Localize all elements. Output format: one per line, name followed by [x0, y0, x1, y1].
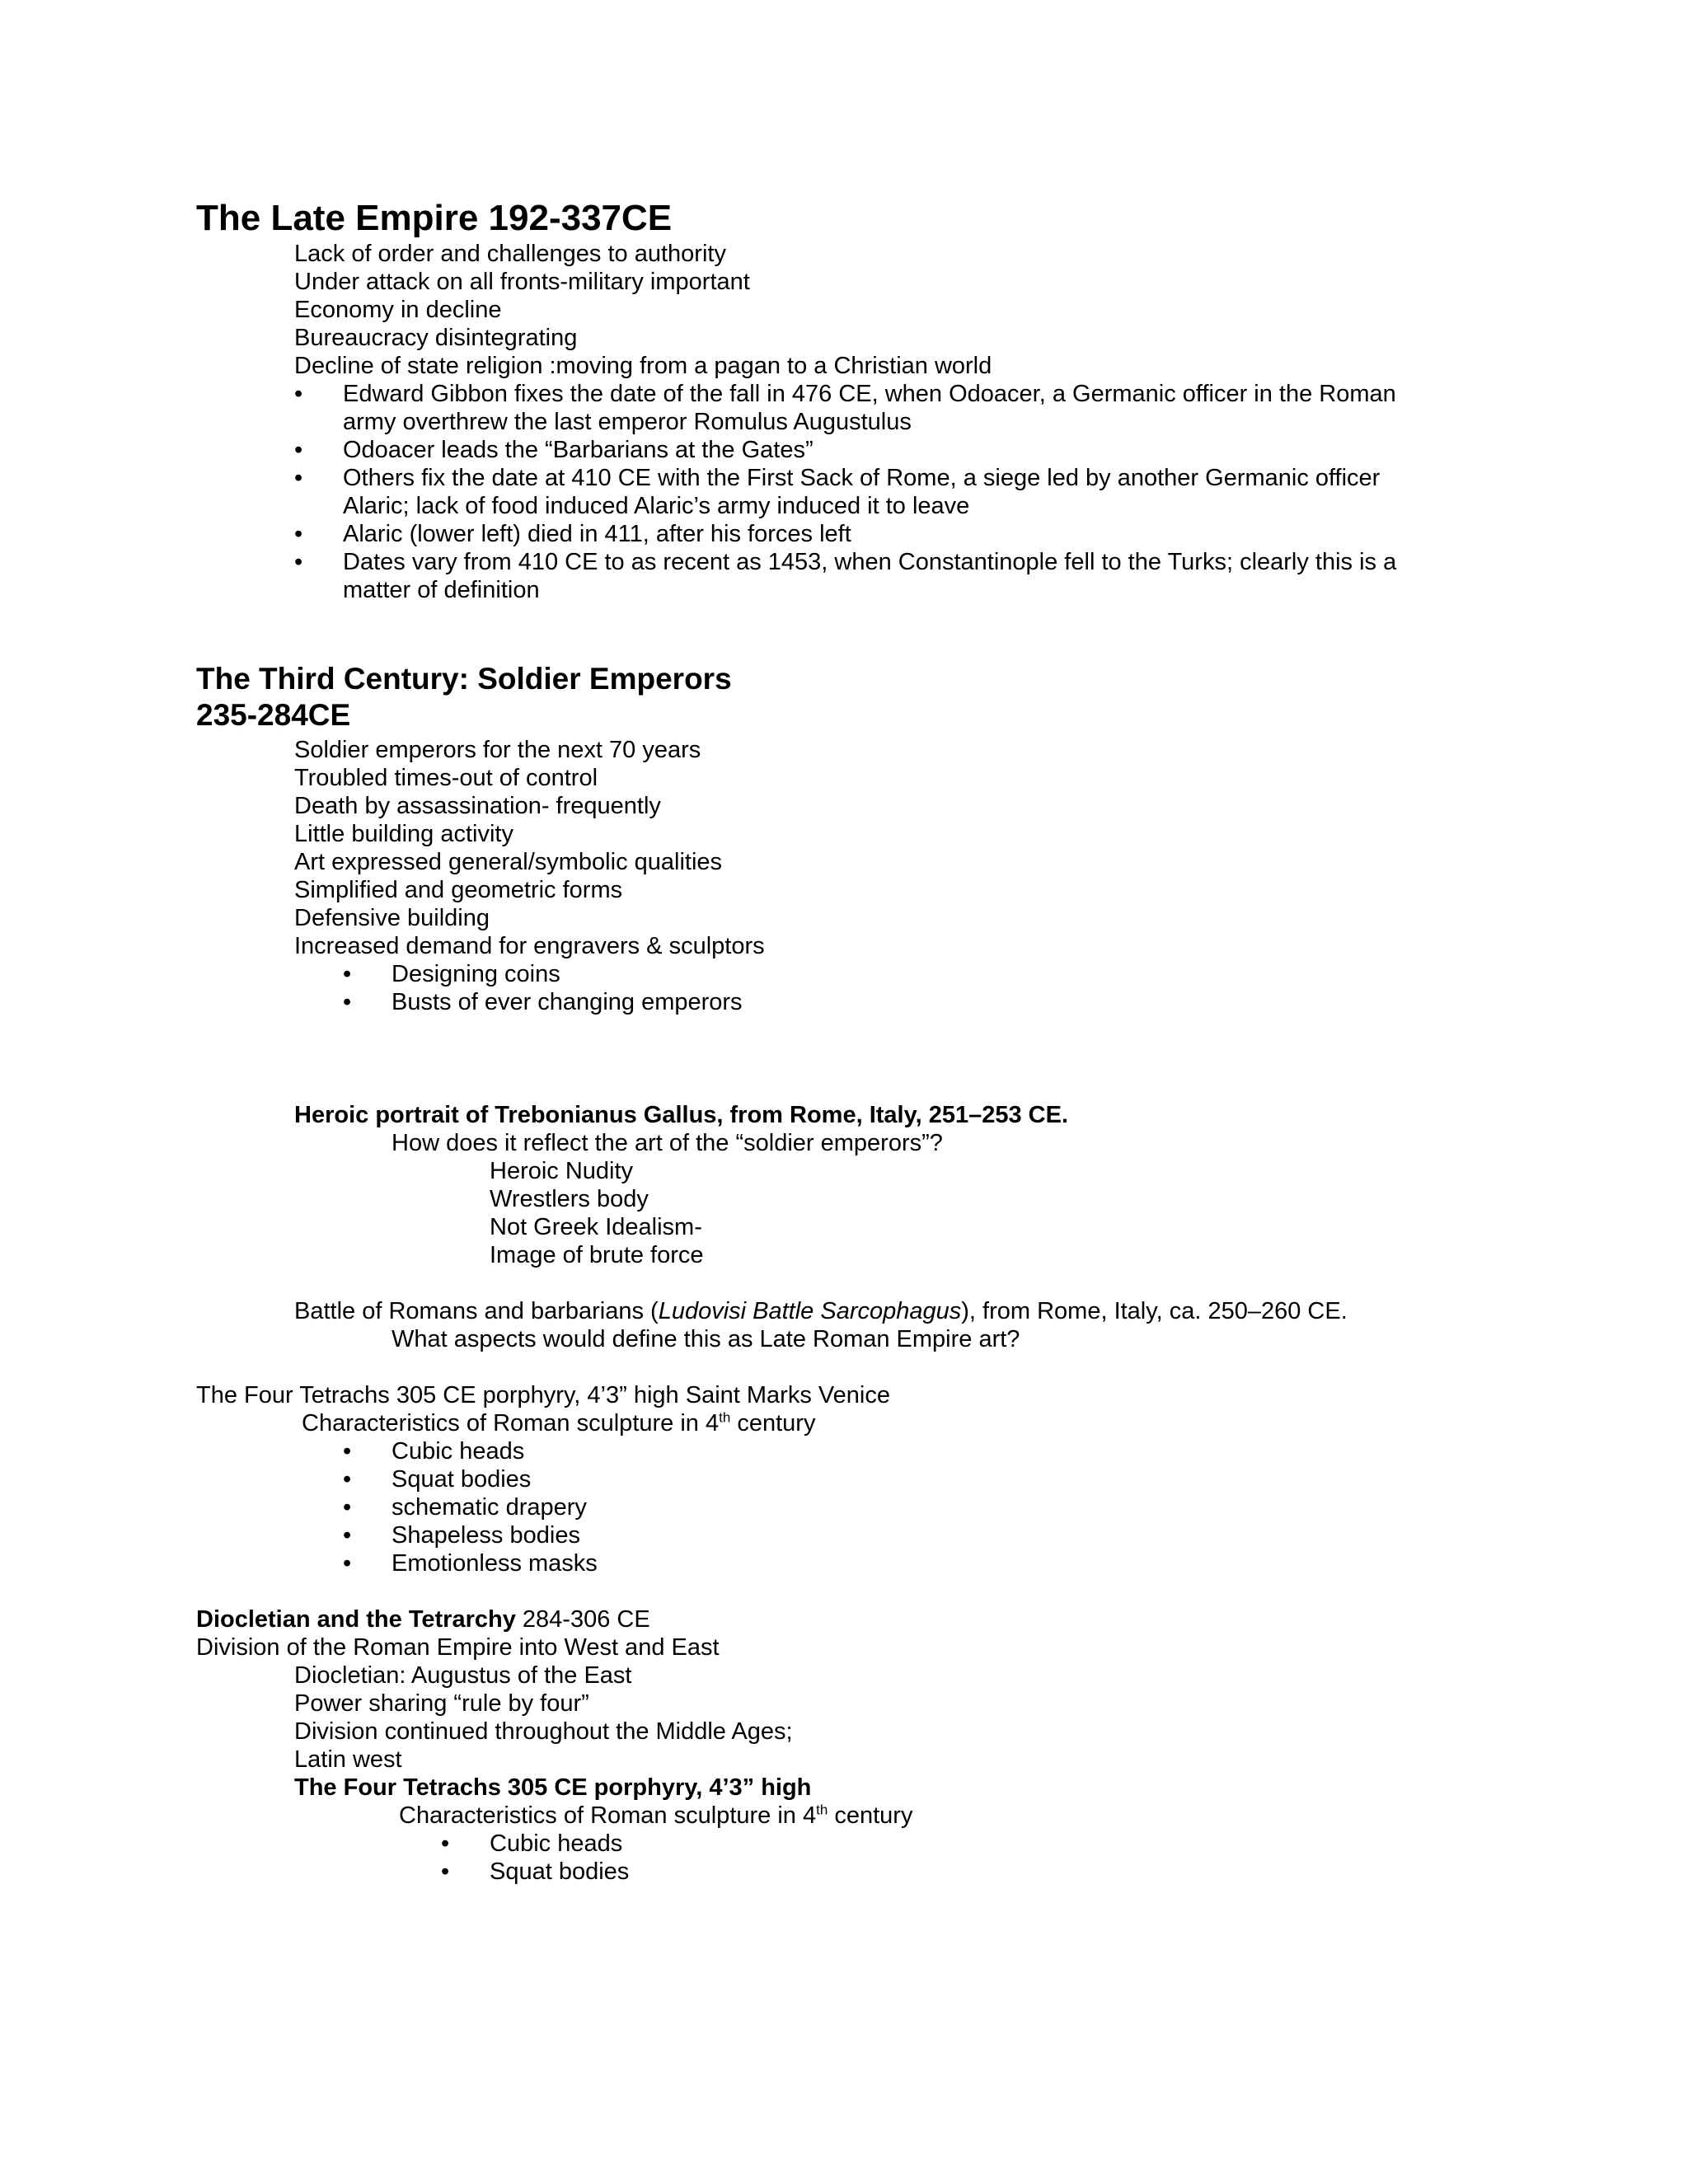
bullet-icon: • [441, 1858, 450, 1885]
text-line: Power sharing “rule by four” [294, 1690, 589, 1717]
bullet-icon: • [441, 1830, 450, 1857]
bullet-text: Others fix the date at 410 CE with the First Sack of Rome, a siege led by another Germanic officer [343, 465, 1381, 491]
ludovisi-prefix: Battle of Romans and barbarians ( [294, 1298, 659, 1324]
diocletian-heading-dates: 284-306 CE [515, 1606, 650, 1633]
sub-suffix: century [730, 1410, 816, 1436]
bullet-text: Designing coins [392, 961, 560, 987]
bullet-icon: • [294, 437, 303, 463]
bullet-icon: • [343, 989, 352, 1015]
text-line: Soldier emperors for the next 70 years [294, 737, 701, 763]
bullet-text: Busts of ever changing emperors [392, 989, 743, 1015]
bullet-text: Squat bodies [392, 1466, 532, 1493]
sub-prefix: Characteristics of Roman sculpture in 4 [399, 1802, 817, 1829]
diocletian-heading-bold: Diocletian and the Tetrarchy [196, 1606, 516, 1633]
bullet-icon: • [343, 961, 352, 987]
bullet-text: Cubic heads [490, 1830, 623, 1857]
bullet-text: Alaric (lower left) died in 411, after his forces left [343, 521, 851, 547]
trebonianus-heading: Heroic portrait of Trebonianus Gallus, from Rome, Italy, 251–253 CE. [294, 1102, 1069, 1128]
bullet-icon: • [343, 1438, 352, 1465]
answer-line: Heroic Nudity [490, 1158, 634, 1184]
text-line: Economy in decline [294, 297, 502, 323]
ludovisi-italic-title: Ludovisi Battle Sarcophagus [658, 1298, 962, 1324]
answer-line: Image of brute force [490, 1242, 704, 1268]
bullet-icon: • [294, 521, 303, 547]
answer-line: Wrestlers body [490, 1186, 649, 1212]
sub-prefix: Characteristics of Roman sculpture in 4 [302, 1410, 720, 1436]
sub-suffix: century [828, 1802, 913, 1829]
bullet-text: schematic drapery [392, 1494, 587, 1521]
bullet-text: Odoacer leads the “Barbarians at the Gates” [343, 437, 814, 463]
bullet-icon: • [343, 1522, 352, 1549]
bullet-text: army overthrew the last emperor Romulus Augustulus [343, 409, 912, 435]
bullet-text: Shapeless bodies [392, 1522, 580, 1549]
bullet-text: Squat bodies [490, 1858, 630, 1885]
text-line: Lack of order and challenges to authority [294, 241, 726, 267]
sub-superscript: th [816, 1802, 828, 1818]
text-line: Under attack on all fronts-military important [294, 269, 750, 295]
bullet-icon: • [294, 381, 303, 407]
bullet-icon: • [343, 1494, 352, 1521]
bullet-icon: • [343, 1550, 352, 1577]
bullet-text: matter of definition [343, 577, 540, 603]
section-title-soldier-emperors: The Third Century: Soldier Emperors [196, 662, 732, 696]
text-line: Defensive building [294, 905, 490, 931]
text-line: Art expressed general/symbolic qualities [294, 849, 723, 875]
bullet-text: Dates vary from 410 CE to as recent as 1453, when Constantinople fell to the Turks; clearly this is a [343, 549, 1397, 575]
tetrarchs-subheading [302, 1409, 815, 1437]
bullet-icon: • [294, 549, 303, 575]
text-line: Death by assassination- frequently [294, 793, 661, 819]
text-line: Latin west [294, 1746, 402, 1773]
answer-line: Not Greek Idealism- [490, 1214, 702, 1240]
bullet-text: Cubic heads [392, 1438, 525, 1465]
text-line: Bureaucracy disintegrating [294, 325, 578, 351]
section-title-late-empire: The Late Empire 192-337CE [196, 198, 673, 238]
text-line: Division continued throughout the Middle Ages; [294, 1718, 793, 1745]
ludovisi-suffix: ), from Rome, Italy, ca. 250–260 CE. [961, 1298, 1348, 1324]
tetrarchs-heading-bold: The Four Tetrachs 305 CE porphyry, 4’3” high [294, 1774, 812, 1801]
text-line: Troubled times-out of control [294, 765, 598, 791]
text-line: Little building activity [294, 821, 513, 847]
section-title-dates: 235-284CE [196, 698, 351, 732]
bullet-text: Emotionless masks [392, 1550, 598, 1577]
text-line: Decline of state religion :moving from a pagan to a Christian world [294, 353, 992, 379]
text-line: Increased demand for engravers & sculptors [294, 933, 765, 959]
division-line: Division of the Roman Empire into West and East [196, 1634, 720, 1661]
ludovisi-question: What aspects would define this as Late Roman Empire art? [392, 1326, 1020, 1352]
text-line: Simplified and geometric forms [294, 877, 623, 903]
tetrarchs-subheading [399, 1802, 912, 1830]
bullet-text: Alaric; lack of food induced Alaric’s army induced it to leave [343, 493, 970, 519]
bullet-icon: • [294, 465, 303, 491]
text-line: Diocletian: Augustus of the East [294, 1662, 632, 1689]
bullet-text: Edward Gibbon fixes the date of the fall in 476 CE, when Odoacer, a Germanic officer in the Roman [343, 381, 1396, 407]
diocletian-heading [196, 1605, 650, 1633]
sub-superscript: th [719, 1409, 731, 1426]
tetrarchs-heading: The Four Tetrachs 305 CE porphyry, 4’3” high Saint Marks Venice [196, 1382, 890, 1408]
trebonianus-question: How does it reflect the art of the “soldier emperors”? [392, 1130, 943, 1156]
ludovisi-heading [294, 1297, 1348, 1325]
bullet-icon: • [343, 1466, 352, 1493]
